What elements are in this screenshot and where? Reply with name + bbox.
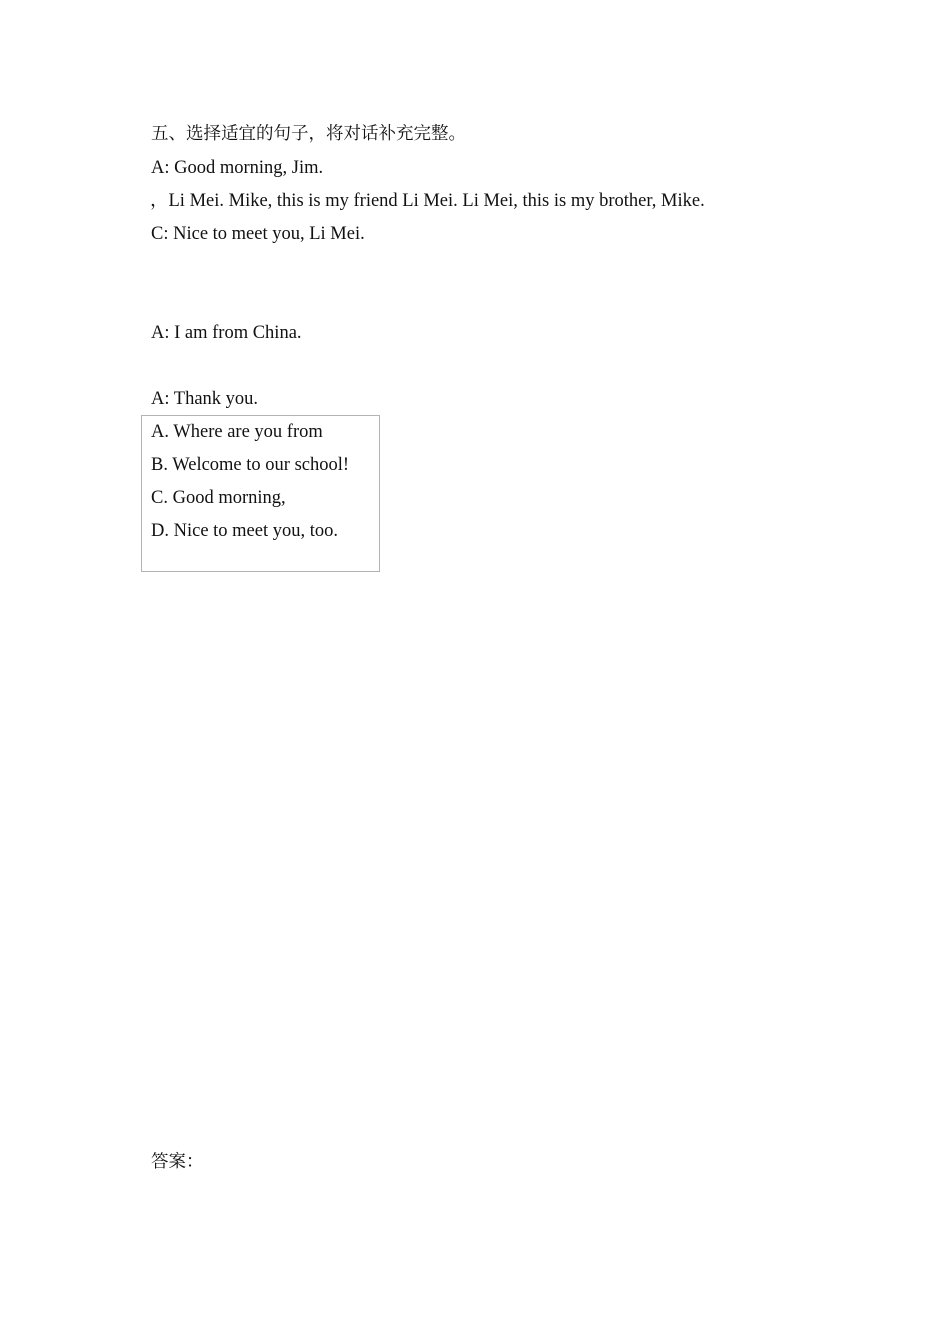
dialogue-line-5: A: Thank you.: [151, 389, 259, 409]
dialogue-line-2: ，Li Mei. Mike, this is my friend Li Mei. Li Mei, this is my brother, Mike.: [150, 191, 705, 211]
answer-label: 答案：: [151, 1152, 204, 1172]
section-title: 五、选择适宜的句子，将对话补充完整。: [151, 124, 466, 144]
dialogue-line-3: C: Nice to meet you, Li Mei.: [151, 224, 365, 244]
option-d: D. Nice to meet you, too.: [151, 521, 339, 541]
option-a: A. Where are you from: [151, 422, 323, 442]
dialogue-line-4: A: I am from China.: [151, 323, 302, 343]
option-c: C. Good morning,: [151, 488, 286, 508]
option-b: B. Welcome to our school!: [151, 455, 350, 475]
dialogue-line-1: A: Good morning, Jim.: [151, 158, 324, 178]
options-box: [141, 415, 380, 572]
